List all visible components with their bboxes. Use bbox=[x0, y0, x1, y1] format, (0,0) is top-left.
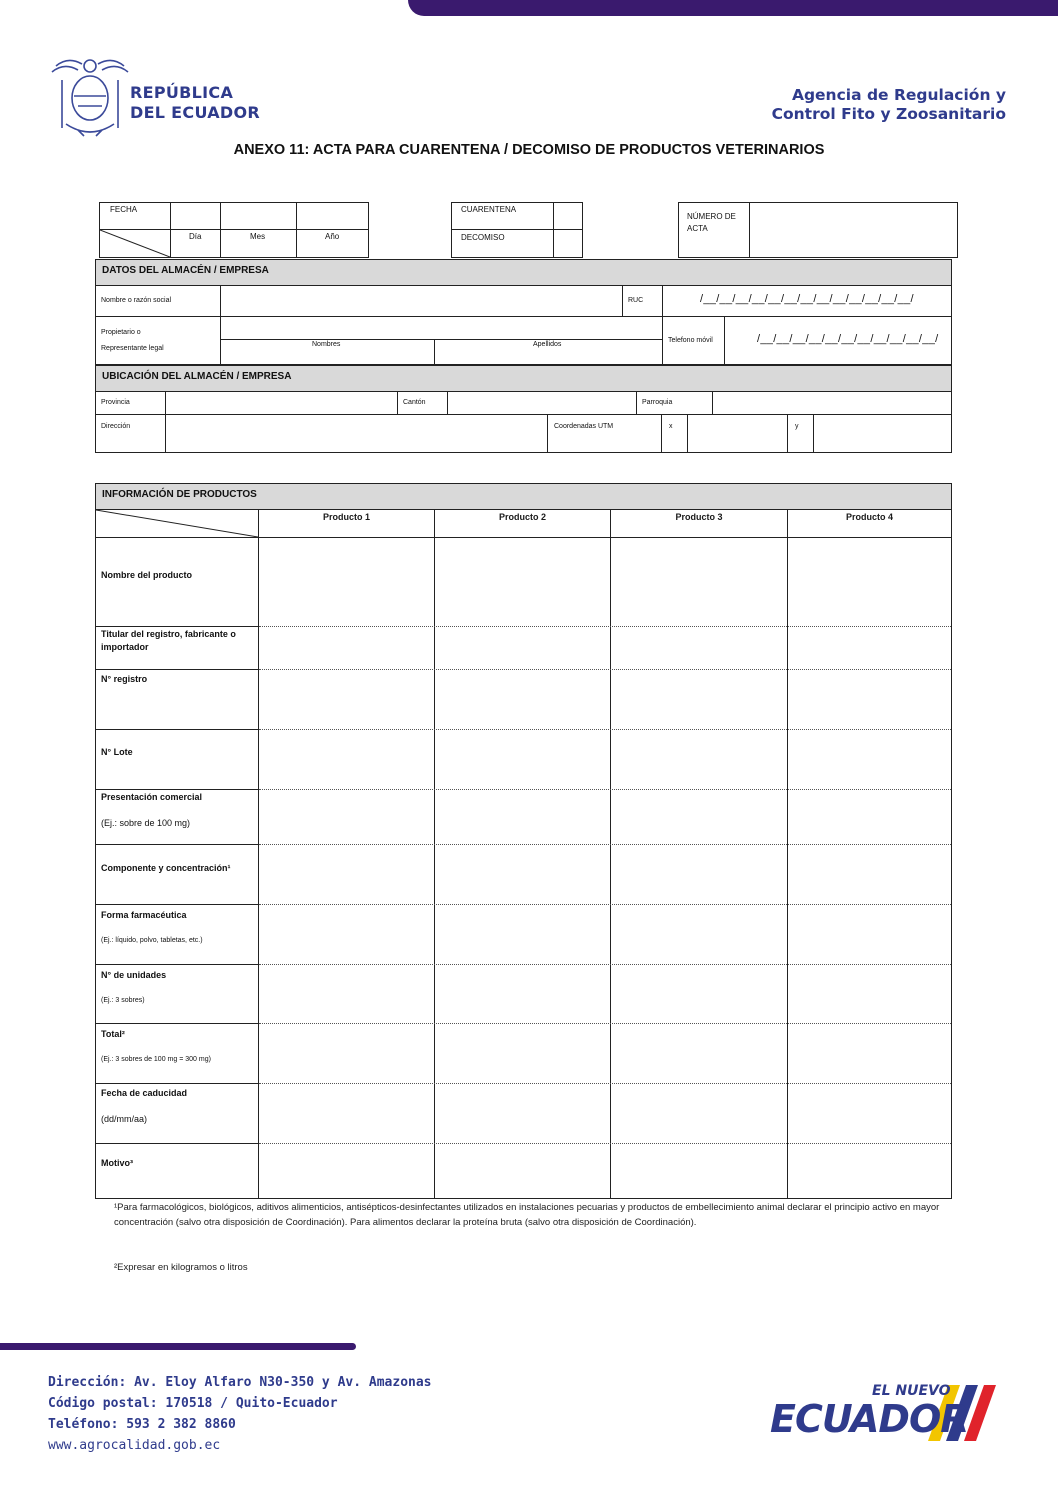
row-example: (Ej.: 3 sobres) bbox=[101, 997, 145, 1004]
fecha-dia-input[interactable] bbox=[171, 203, 220, 229]
coord-y-input[interactable] bbox=[814, 415, 951, 452]
row-registro bbox=[101, 673, 253, 686]
bottom-accent-bar bbox=[0, 1343, 356, 1350]
canton-input[interactable] bbox=[448, 392, 636, 414]
apellidos-label: Apellidos bbox=[533, 341, 562, 348]
row-nombre-producto bbox=[101, 569, 253, 582]
coord-x-label: x bbox=[669, 423, 673, 430]
ruc-input[interactable]: /__/__/__/__/__/__/__/__/__/__/__/__/__/ bbox=[700, 293, 914, 305]
propietario-label-1: Propietario o bbox=[101, 329, 141, 336]
row-example: (dd/mm/aa) bbox=[101, 1114, 148, 1124]
direccion-input[interactable] bbox=[166, 415, 547, 452]
provincia-input[interactable] bbox=[166, 392, 397, 414]
row-lote bbox=[101, 746, 253, 759]
fecha-anio-input[interactable] bbox=[297, 203, 368, 229]
decomiso-label: DECOMISO bbox=[461, 233, 505, 242]
country-line-2: DEL ECUADOR bbox=[130, 103, 261, 122]
column-producto-4: Producto 4 bbox=[845, 512, 893, 522]
propietario-input[interactable] bbox=[221, 317, 662, 339]
parroquia-input[interactable] bbox=[713, 392, 951, 414]
row-label: N° Lote bbox=[101, 747, 133, 757]
mes-label: Mes bbox=[250, 232, 266, 241]
cuarentena-label: CUARENTENA bbox=[461, 205, 517, 214]
telefono-input[interactable]: /__/__/__/__/__/__/__/__/__/__/__/ bbox=[757, 333, 939, 345]
telefono-label: Telefono móvil bbox=[668, 337, 713, 344]
column-producto-2: Producto 2 bbox=[498, 512, 546, 522]
row-presentacion bbox=[101, 791, 253, 830]
decomiso-checkbox[interactable] bbox=[554, 230, 582, 257]
numero-label-2: ACTA bbox=[687, 224, 708, 233]
almacen-header: DATOS DEL ALMACÉN / EMPRESA bbox=[95, 259, 952, 286]
column-producto-1: Producto 1 bbox=[322, 512, 370, 522]
nombre-razon-input[interactable] bbox=[221, 286, 622, 316]
row-label: Presentación comercial bbox=[101, 792, 203, 802]
document-title: ANEXO 11: ACTA PARA CUARENTENA / DECOMISO DE PRODUCTOS VETERINARIOS bbox=[233, 142, 825, 158]
country-name bbox=[130, 83, 260, 123]
row-label: Total² bbox=[101, 1029, 125, 1039]
coord-y-label: y bbox=[795, 423, 799, 430]
productos-header: INFORMACIÓN DE PRODUCTOS bbox=[95, 483, 952, 510]
row-titular bbox=[101, 628, 253, 654]
provincia-label: Provincia bbox=[101, 399, 130, 406]
row-label: Fecha de caducidad bbox=[101, 1088, 188, 1098]
footnote-1: ¹Para farmacológicos, biológicos, aditivos alimenticios, antisépticos-desinfectantes utilizados en instalaciones pecuarias y productos de embellecimiento animal declarar el principio activo en mayor concentración (salvo otra disposición de Coordinación). Para alimentos declarar la proteína bruta (salvo otra disposición de Coordinación). bbox=[114, 1202, 940, 1228]
numero-acta-input[interactable] bbox=[750, 203, 957, 257]
anio-label: Año bbox=[325, 232, 340, 241]
fecha-mes-input[interactable] bbox=[221, 203, 296, 229]
canton-label: Cantón bbox=[403, 399, 426, 406]
row-label: N° de unidades bbox=[101, 970, 167, 980]
coord-x-input[interactable] bbox=[688, 415, 787, 452]
footer-address: Dirección: Av. Eloy Alfaro N30-350 y Av. Amazonas bbox=[48, 1375, 432, 1390]
coordenadas-label: Coordenadas UTM bbox=[554, 423, 614, 430]
productos-diagonal bbox=[96, 510, 258, 537]
footer-contact bbox=[48, 1372, 432, 1456]
propietario-label-2: Representante legal bbox=[101, 345, 164, 352]
column-producto-3: Producto 3 bbox=[675, 512, 723, 522]
row-label: Componente y concentración¹ bbox=[101, 863, 231, 873]
el-nuevo-ecuador-logo bbox=[770, 1383, 1010, 1445]
row-motivo bbox=[101, 1157, 253, 1170]
row-caducidad bbox=[101, 1087, 253, 1126]
row-label: Titular del registro, fabricante o importador bbox=[101, 629, 236, 652]
logo-big-text: ECUADOR bbox=[770, 1397, 969, 1441]
row-label: Forma farmacéutica bbox=[101, 910, 187, 920]
row-example: (Ej.: líquido, polvo, tabletas, etc.) bbox=[101, 937, 203, 944]
logo-small-text: EL NUEVO bbox=[872, 1383, 951, 1399]
country-line-1: REPÚBLICA bbox=[130, 83, 234, 102]
row-example: (Ej.: 3 sobres de 100 mg = 300 mg) bbox=[101, 1056, 211, 1063]
footnote-2: ²Expresar en kilogramos o litros bbox=[114, 1262, 248, 1273]
dia-label: Día bbox=[189, 232, 202, 241]
row-label: Nombre del producto bbox=[101, 570, 193, 580]
fecha-label: FECHA bbox=[110, 205, 138, 214]
footer-phone: Teléfono: 593 2 382 8860 bbox=[48, 1417, 236, 1432]
row-componente bbox=[101, 862, 253, 875]
direccion-label: Dirección bbox=[101, 423, 131, 430]
agency-line-1: Agencia de Regulación y bbox=[791, 86, 1006, 104]
footer-website[interactable]: www.agrocalidad.gob.ec bbox=[48, 1438, 221, 1453]
row-unidades bbox=[101, 969, 253, 1007]
row-total bbox=[101, 1028, 253, 1066]
fecha-diagonal bbox=[100, 230, 170, 257]
ruc-label: RUC bbox=[628, 297, 644, 304]
nombre-razon-label: Nombre o razón social bbox=[101, 297, 172, 304]
agency-line-2: Control Fito y Zoosanitario bbox=[771, 105, 1006, 123]
top-accent-bar bbox=[408, 0, 1058, 16]
row-label: N° registro bbox=[101, 674, 148, 684]
coat-of-arms-icon bbox=[48, 50, 132, 140]
row-label: Motivo³ bbox=[101, 1158, 133, 1168]
nombres-label: Nombres bbox=[312, 341, 341, 348]
agency-name bbox=[772, 86, 1006, 124]
ubicacion-header: UBICACIÓN DEL ALMACÉN / EMPRESA bbox=[95, 365, 952, 392]
cuarentena-checkbox[interactable] bbox=[554, 203, 582, 229]
numero-label-1: NÚMERO DE bbox=[687, 212, 736, 221]
row-example: (Ej.: sobre de 100 mg) bbox=[101, 818, 191, 828]
row-forma bbox=[101, 909, 253, 947]
footer-postal: Código postal: 170518 / Quito-Ecuador bbox=[48, 1396, 338, 1411]
parroquia-label: Parroquia bbox=[642, 399, 673, 406]
